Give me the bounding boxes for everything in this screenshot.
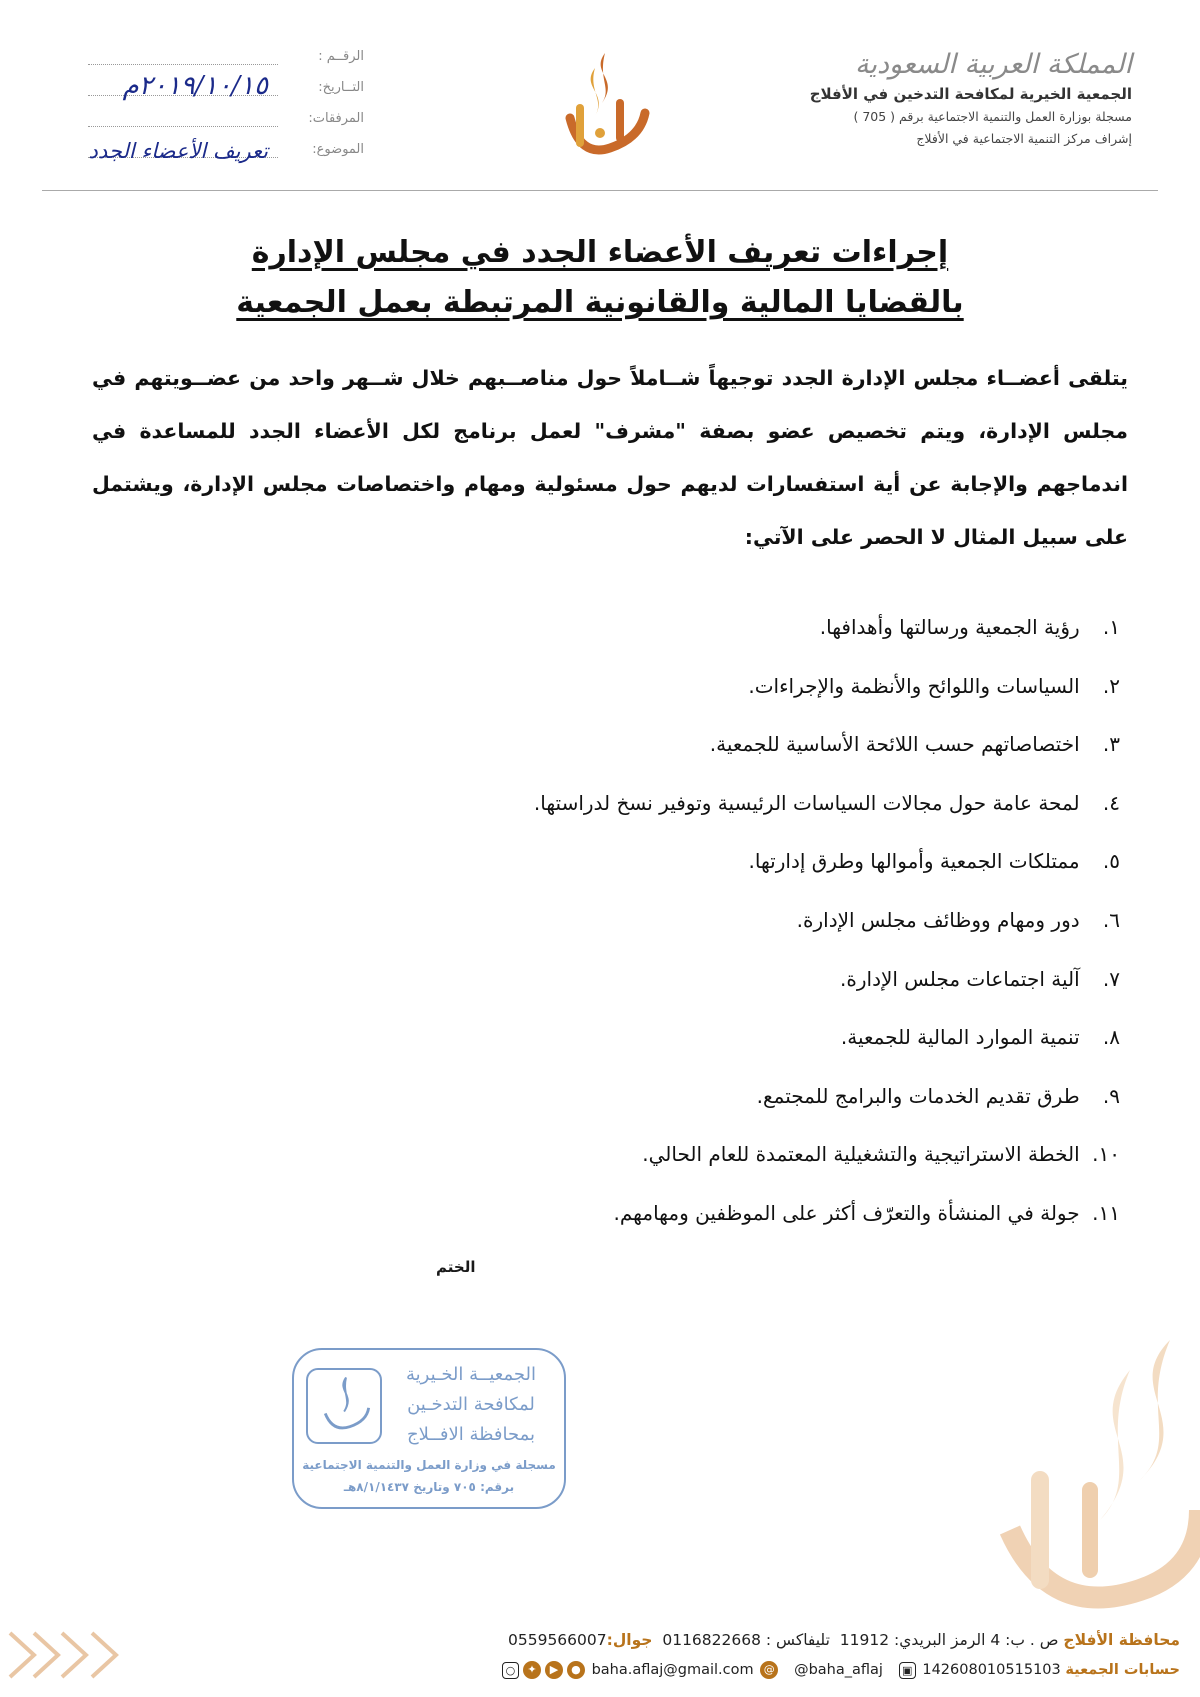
bank-icon: ▣ <box>899 1662 916 1679</box>
official-stamp <box>292 1348 566 1509</box>
footer-accounts-row <box>140 1655 1180 1685</box>
header-divider <box>42 190 1158 191</box>
date-label: التــاريخ: <box>318 80 364 95</box>
youtube-icon: ▶ <box>545 1661 563 1679</box>
footer-area: محافظة الأفلاج <box>1063 1631 1180 1649</box>
stamp-logo-icon <box>306 1368 382 1444</box>
stamp-registration: مسجلة في وزارة العمل والتنمية الاجتماعية برقم: ٧٠٥ وتاريخ ٨/١/١٤٣٧هـ <box>302 1458 556 1494</box>
footer-mobile-label: جوال: <box>606 1631 653 1649</box>
attachments-label: المرفقات: <box>308 111 364 126</box>
organization-name: الجمعية الخيرية لمكافحة التدخين في الأفلاج <box>809 85 1132 103</box>
list-item: ١١. جولة في المنشأة والتعرّف أكثر على الموظفين ومهامهم. <box>613 1200 1120 1225</box>
topics-list <box>100 598 1120 1243</box>
meta-subject-row <box>44 139 364 170</box>
decorative-flame-watermark <box>970 1330 1200 1620</box>
meta-attachments-row <box>44 108 364 139</box>
list-item: ٦. دور ومهام ووظائف مجلس الإدارة. <box>796 907 1120 932</box>
footer-chevron-decoration <box>0 1625 140 1695</box>
list-item: ٨. تنمية الموارد المالية للجمعية. <box>840 1025 1120 1050</box>
at-icon: @ <box>760 1661 778 1679</box>
snapchat-icon: ● <box>567 1661 585 1679</box>
footer-contact-row <box>140 1625 1180 1655</box>
footer-email: baha.aflaj@gmail.com <box>591 1662 754 1678</box>
meta-date-row <box>44 71 364 108</box>
footer-pobox: ص . ب: 4 الرمز البريدي: 11912 <box>839 1631 1059 1649</box>
list-item: ٣. اختصاصاتهم حسب اللائحة الأساسية للجمعية. <box>709 732 1120 757</box>
kingdom-name: المملكة العربية السعودية <box>854 49 1132 80</box>
handwritten-subject: تعريف الأعضاء الجدد <box>88 139 268 163</box>
list-item: ٥. ممتلكات الجمعية وأموالها وطرق إدارتها. <box>748 849 1120 874</box>
registration-line: مسجلة بوزارة العمل والتنمية الاجتماعية برقم ( 705 ) <box>853 109 1132 124</box>
title-line-1: إجراءات تعريف الأعضاء الجدد في مجلس الإدارة <box>251 235 949 270</box>
list-item: ٤. لمحة عامة حول مجالات السياسات الرئيسية وتوفير نسخ لدراستها. <box>533 790 1120 815</box>
letter-footer <box>140 1625 1180 1685</box>
footer-social-handle: @baha_aflaj <box>794 1662 883 1678</box>
subject-label: الموضوع: <box>312 142 364 157</box>
seal-caption: الختم <box>436 1258 476 1276</box>
list-item: ١٠. الخطة الاستراتيجية والتشغيلية المعتمدة للعام الحالي. <box>642 1142 1120 1167</box>
list-item: ٩. طرق تقديم الخدمات والبرامج للمجتمع. <box>756 1083 1120 1108</box>
baha-logo <box>550 48 660 163</box>
list-item: ٧. آلية اجتماعات مجلس الإدارة. <box>840 966 1120 991</box>
twitter-icon: ✦ <box>523 1661 541 1679</box>
number-label: الرقــم : <box>318 49 364 64</box>
title-line-2: بالقضايا المالية والقانونية المرتبطة بعمل الجمعية <box>236 285 964 320</box>
footer-fax: 0116822668 <box>662 1631 761 1649</box>
handwritten-date: ٢٠١٩/١٠/١٥م <box>122 71 268 101</box>
document-meta <box>44 46 364 170</box>
list-item: ٢. السياسات واللوائح والأنظمة والإجراءات. <box>748 673 1120 698</box>
instagram-icon: ○ <box>502 1662 519 1679</box>
footer-accounts-label: حسابات الجمعية <box>1065 1662 1180 1678</box>
footer-account-number: 142608010515103 <box>922 1662 1061 1678</box>
list-item: ١. رؤية الجمعية ورسالتها وأهدافها. <box>819 615 1120 639</box>
supervision-line: إشراف مركز التنمية الاجتماعية في الأفلاج <box>916 131 1132 146</box>
intro-paragraph: يتلقى أعضــاء مجلس الإدارة الجدد توجيهاً شــاملاً حول مناصــبهم خلال شــهر واحد من عضــويتهم في مجلس الإدارة، ويتم تخصيص عضو بصفة "مشرف" لعمل برنامج لكل الأعضاء الجدد للمساعدة في اندماجهم والإجابة عن أية استفسارات لديهم حول مسئولية ومهام واختصاصات مجلس الإدارة، ويشتمل على سبيل المثال لا الحصر على الآتي: <box>92 366 1128 549</box>
letterhead-institution <box>772 48 1132 150</box>
stamp-name: الجمعيــة الخـيرية لمكافحة التدخـين بمحافظة الافــلاج <box>406 1364 536 1445</box>
document-title <box>180 228 1020 328</box>
footer-fax-label: تليفاكس : <box>765 1631 830 1649</box>
footer-mobile: 0559566007 <box>508 1631 607 1649</box>
